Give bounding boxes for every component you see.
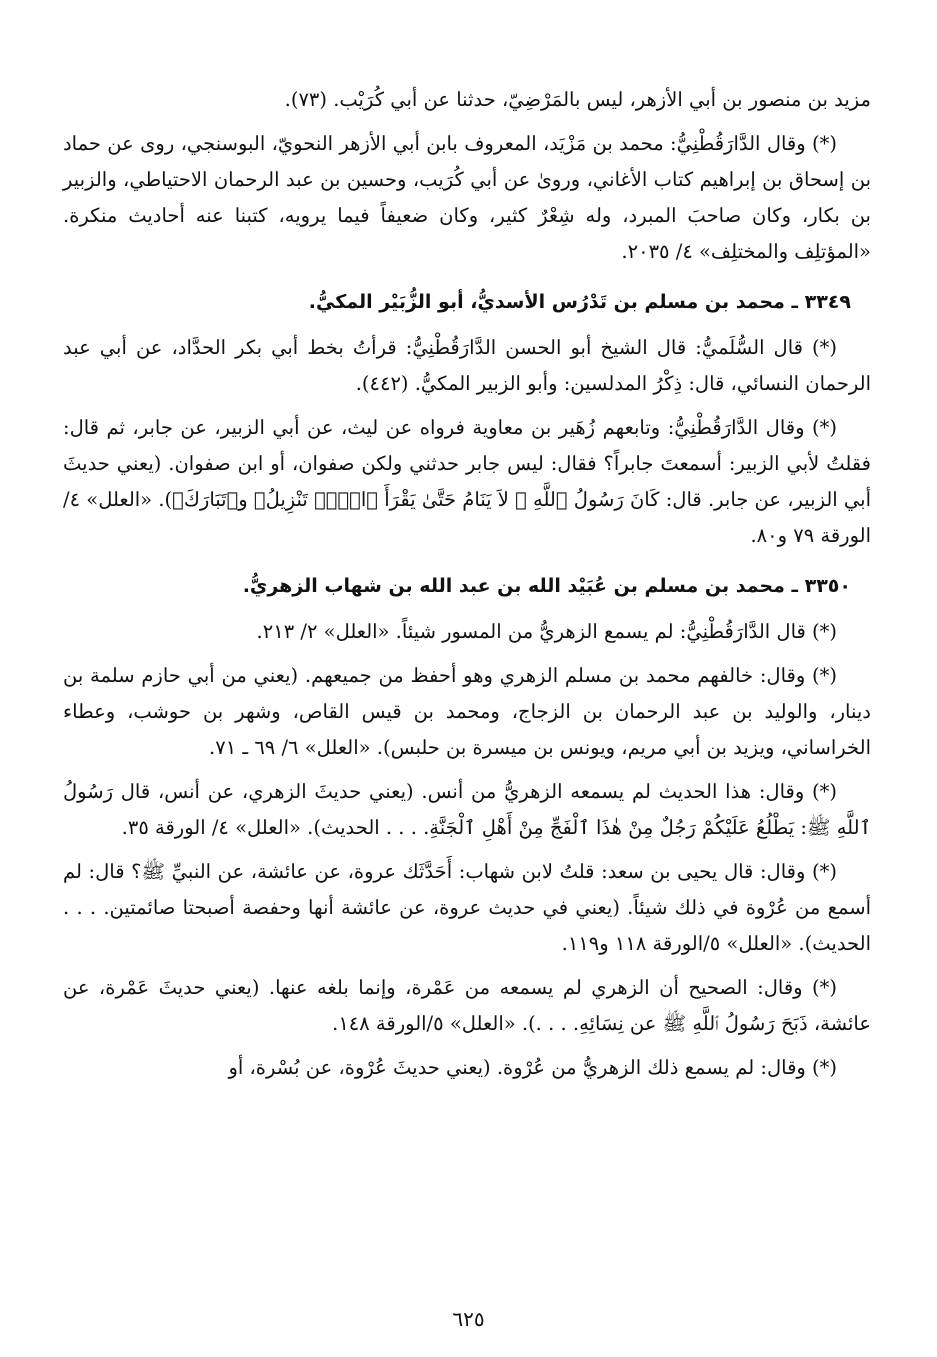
page-number: ٦٢٥ (452, 1307, 485, 1331)
paragraph-zuhri-urwa: (*) وقال: قال يحيى بن سعد: قلتُ لابن شهاب: أَحَدَّثَك عروة، عن عائشة، عن النبيِّ ﷺ؟ قال: لم أسمع من عُرْوة في ذلك شيئاً. (يعني في حديث عروة، عن عائشة أنها وحفصة أصبحتا صائمتين. . . . الحديث). «العلل» ٥/الورقة ١١٨ و١١٩. (63, 860, 871, 955)
page-body (63, 82, 871, 1094)
paragraph-zuhri-amra: (*) وقال: الصحيح أن الزهري لم يسمعه من عَمْرة، وإنما بلغه عنها. (يعني حديثَ عَمْرة، عن عائشة، ذَبَحَ رَسُولُ ٱللَّهِ ﷺ عن نِسَائِهِ. . . .). «العلل» ٥/الورقة ١٤٨. (63, 976, 871, 1035)
paragraph-zuhri-ahfaz: (*) وقال: خالفهم محمد بن مسلم الزهري وهو أحفظ من جميعهم. (يعني من أبي حازم سلمة بن دينار، والوليد بن عبد الرحمان بن الزجاج، ومحمد بن قيس القاص، وشهر بن حوشب، وعطاء الخراساني، ويزيد بن أبي مريم، ويونس بن ميسرة بن حلبس). «العلل» ٦/ ٦٩ ـ ٧١. (63, 664, 871, 759)
paragraph-zuhri-anas: (*) وقال: هذا الحديث لم يسمعه الزهريُّ من أنس. (يعني حديثَ الزهري، عن أنس، قال رَسُولُ ٱللَّهِ ﷺ: يَطْلُعُ عَلَيْكُمْ رَجُلٌ مِنْ هٰذَا ٱلْفَجِّ مِنْ أَهْلِ ٱلْجَنَّةِ. . . . الحديث). «العلل» ٤/ الورقة ٣٥. (63, 780, 871, 839)
paragraph-zuhri-busra: (*) وقال: لم يسمع ذلك الزهريُّ من عُرْوة. (يعني حديثَ عُرْوة، عن بُسْرة، أو (228, 1056, 837, 1079)
paragraph-sulami-quote: (*) قال السُّلَميُّ: قال الشيخ أبو الحسن الدَّارَقُطْنِيُّ: قرأتُ بخط أبي بكر الحدَّاد، عن أبي عبد الرحمان النسائي، قال: ذِكْرُ المدلسين: وأبو الزبير المكيُّ. (٤٤٢). (63, 336, 871, 395)
paragraph-daraqutni-mazyad: (*) وقال الدَّارَقُطْنِيُّ: محمد بن مَزْيَد، المعروف بابن أبي الأزهر النحويّ، البوسنجي، روى عن حماد بن إسحاق بن إبراهيم كتاب الأغاني، وروىٰ عن أبي كُرَيب، وحسين بن عبد الرحمان الاحتياطي، والزبير بن بكار، وكان صاحبَ المبرد، وله شِعْرٌ كثير، وكان ضعيفاً فيما يرويه، كتبنا عنه أحاديث منكرة. «المؤتلِف والمختلِف» ٤/ ٢٠٣٥. (63, 132, 871, 263)
paragraph-continuation: مزيد بن منصور بن أبي الأزهر، ليس بالمَرْضِيّ، حدثنا عن أبي كُرَيْب. (٧٣). (284, 88, 871, 111)
paragraph-daraqutni-zuhayr: (*) وقال الدَّارَقُطْنِيُّ: وتابعهم زُهَير بن معاوية فرواه عن ليث، عن أبي الزبير، عن جابر، ثم قال: فقلتُ لأبي الزبير: أسمعتَ جابراً؟ فقال: ليس جابر حدثني ولكن صفوان، أو ابن صفوان. (يعني حديثَ أبي الزبير، عن جابر. قال: كَانَ رَسُولُ ٱللَّهِ ﷺ لاَ يَنَامُ حَتَّىٰ يَقْرَأَ ﴿الۤمۤ تَنْزِيلُ﴾ و﴿تَبَارَكَ﴾). «العلل» ٤/الورقة ٧٩ و٨٠. (63, 416, 871, 547)
paragraph-zuhri-miswar: (*) قال الدَّارَقُطْنِيُّ: لم يسمع الزهريُّ من المسور شيئاً. «العلل» ٢/ ٢١٣. (256, 620, 837, 643)
entry-heading-3349: ٣٣٤٩ ـ محمد بن مسلم بن تَدْرُس الأسديُّ، أبو الزُّبَيْر المكيُّ. (308, 291, 851, 313)
entry-heading-3350: ٣٣٥٠ ـ محمد بن مسلم بن عُبَيْد الله بن عبد الله بن شهاب الزهريُّ. (242, 575, 851, 597)
